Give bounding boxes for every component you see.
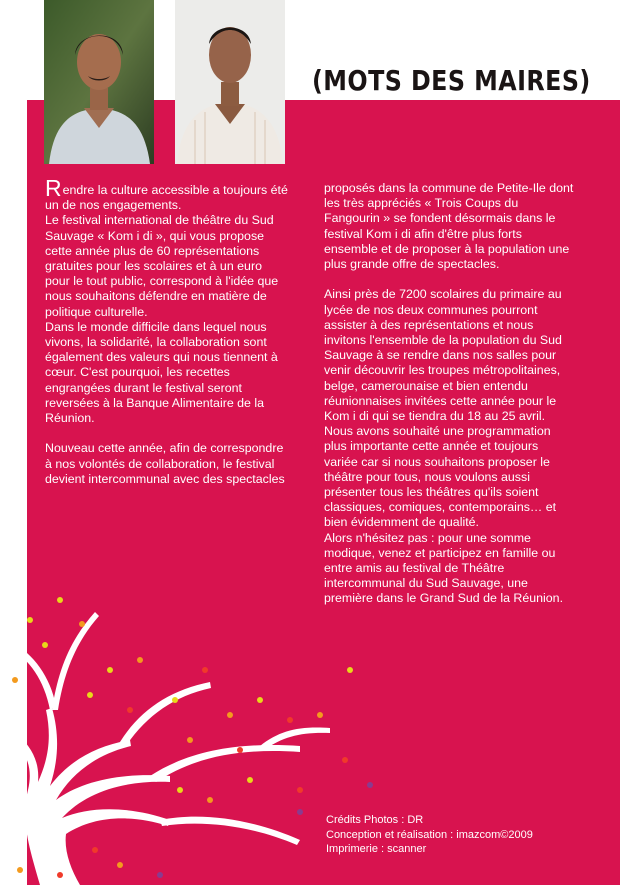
paragraph: Dans le monde difficile dans lequel nous vivons, la solidarité, la collaboration sont également des valeurs qui nous tiennent à cœur. C'est pourquoi, les recettes engrangées durant le festival seront reversées à la Banque Alimentaire de la Réunion. xyxy=(45,319,278,426)
paragraph: Alors n'hésitez pas : pour une somme modique, venez et participez en famille ou entre amis au festival de Théâtre intercommunal du Sud Sauvage, une première dans le Grand Sud de la Réunion. xyxy=(324,530,564,606)
paragraph: Ainsi près de 7200 scolaires du primaire au lycée de nos deux communes pourront assister à des représentations et nous invitons l'ensemble de la population du Sud Sauvage à se rendre dans nos salles pour venir découvrir les troupes métropolitaines, belge, camerounaise et bien entendu réunionnaises invitées cette année pour le Kom i di qui se tiendra du 18 au 25 avril. Nous avons souhaité une programmation plus importante cette année et toujours variée car si nous souhaitons proposer le théâtre pour tous, nous voulons aussi présenter tous les théâtres qu'ils soient classiques, comiques, contemporains… et bien évidemment de qualité. xyxy=(324,287,562,530)
page-title: (MOTS DES MAIRES) xyxy=(312,64,591,97)
mayor-photo-2 xyxy=(175,0,285,164)
credits-block xyxy=(326,813,586,857)
design-credits: Conception et réalisation : imazcom©2009 xyxy=(326,828,533,841)
drop-cap-letter: R xyxy=(45,175,62,201)
paragraph-intro: Rendre la culture accessible a toujours été un de nos engagements. xyxy=(45,175,288,213)
paragraph: Nouveau cette année, afin de correspondre à nos volontés de collaboration, le festival devient intercommunal avec des spectacles xyxy=(45,441,285,486)
printer-credits: Imprimerie : scanner xyxy=(326,843,427,855)
photo-credits: Crédits Photos : DR xyxy=(326,814,424,826)
mayor-photo-1 xyxy=(44,0,154,164)
right-text-column xyxy=(324,181,574,607)
paragraph: proposés dans la commune de Petite-Ile dont les très appréciés « Trois Coups du Fangourin » se fondent désormais dans le festival Kom i di afin d'être plus forts ensemble et de proposer à la population une plus grande offre de spectacles. xyxy=(324,181,574,272)
left-text-column xyxy=(45,175,290,487)
paragraph: Le festival international de théâtre du Sud Sauvage « Kom i di », qui vous propose cette année plus de 60 représentations gratuites pour les scolaires et à un euro pour le tout public, correspond à l'idée que nous souhaitons défendre en matière de politique culturelle. xyxy=(45,213,279,319)
